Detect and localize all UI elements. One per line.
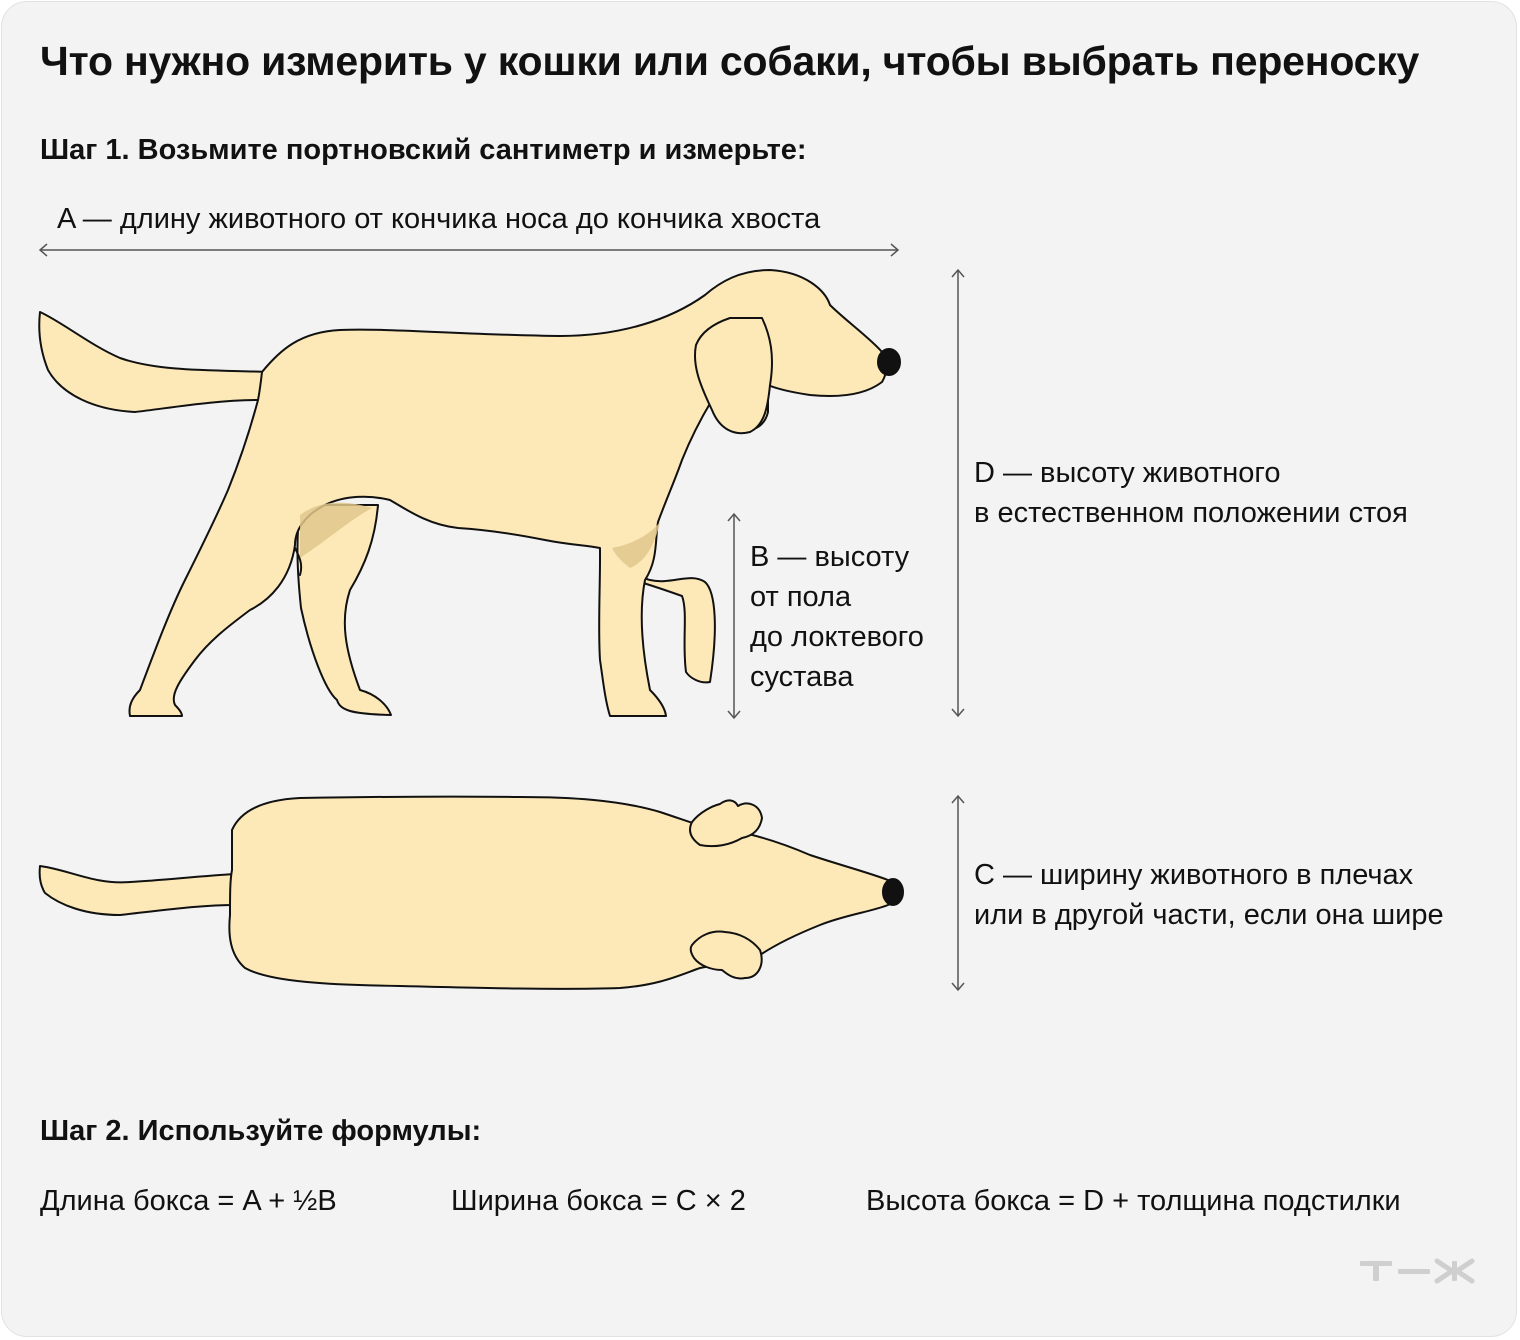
- step-1-heading: Шаг 1. Возьмите портновский сантиметр и измерьте:: [40, 134, 807, 166]
- step-2-heading: Шаг 2. Используйте формулы:: [40, 1115, 482, 1147]
- formula-height: Высота бокса = D + толщина подстилки: [866, 1185, 1401, 1217]
- arrow-b-elbow: [728, 514, 740, 718]
- label-c-line: или в другой части, если она шире: [974, 899, 1444, 931]
- page-title: Что нужно измерить у кошки или собаки, чтобы выбрать переноску: [40, 38, 1420, 84]
- label-b-line: B — высоту: [750, 541, 910, 573]
- dog-top-nose: [883, 879, 903, 905]
- label-b-line: сустава: [750, 661, 854, 693]
- label-c-line: C — ширину животного в плечах: [974, 859, 1414, 891]
- dog-top-body: [229, 797, 897, 989]
- arrow-c-width: [952, 796, 964, 990]
- label-a-length: A — длину животного от кончика носа до кончика хвоста: [57, 203, 821, 235]
- dog-top-view: [40, 797, 903, 989]
- dog-tail: [39, 312, 270, 412]
- dog-ear: [695, 318, 772, 433]
- arrow-d-height: [952, 270, 964, 716]
- label-d-line: D — высоту животного: [974, 457, 1281, 489]
- arrow-a-length: [40, 244, 898, 256]
- label-b-line: от пола: [750, 581, 852, 613]
- dog-side-view: [39, 270, 900, 716]
- label-d-line: в естественном положении стоя: [974, 497, 1408, 529]
- formula-width: Ширина бокса = C × 2: [451, 1185, 746, 1217]
- label-b-line: до локтевого: [750, 621, 924, 653]
- dog-top-tail: [40, 866, 236, 915]
- formula-length: Длина бокса = A + ½B: [40, 1185, 337, 1217]
- dog-nose: [878, 349, 900, 375]
- dog-body: [129, 270, 886, 716]
- brand-logo-watermark: [1358, 1258, 1482, 1284]
